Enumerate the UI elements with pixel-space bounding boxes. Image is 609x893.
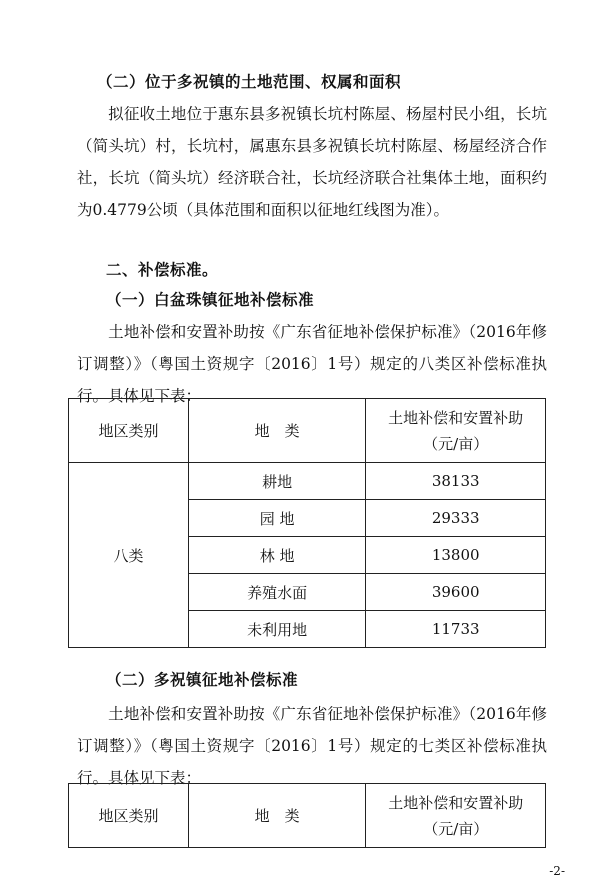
header-land-type: 地 类	[188, 399, 365, 463]
table-header-row	[69, 399, 546, 463]
land-type-cell: 养殖水面	[188, 574, 365, 611]
header-compensation	[366, 784, 546, 848]
sub2-paragraph	[77, 698, 547, 794]
sub1-body: 土地补偿和安置补助按《广东省征地补偿保护标准》（2016年修订调整）》（粤国土资规字〔2016〕1号）规定的八类区补偿标准执行。具体见下表：	[77, 323, 547, 405]
region-cell: 八类	[69, 463, 189, 648]
value-cell: 13800	[366, 537, 546, 574]
value-cell: 29333	[366, 500, 546, 537]
header-compensation-line2: （元/亩）	[423, 434, 489, 453]
header-compensation	[366, 399, 546, 463]
page-number: -2-	[549, 864, 565, 878]
sub2-body: 土地补偿和安置补助按《广东省征地补偿保护标准》（2016年修订调整）》（粤国土资规字〔2016〕1号）规定的七类区补偿标准执行。具体见下表：	[77, 705, 547, 787]
land-type-cell: 林 地	[188, 537, 365, 574]
sub2-title: （二）多祝镇征地补偿标准	[106, 671, 299, 689]
header-region: 地区类别	[69, 399, 189, 463]
land-type-cell: 园 地	[188, 500, 365, 537]
sub1-title: （一）白盆珠镇征地补偿标准	[106, 291, 315, 309]
header-compensation-line1: 土地补偿和安置补助	[388, 408, 524, 427]
value-cell: 39600	[366, 574, 546, 611]
land-type-cell: 未利用地	[188, 611, 365, 648]
value-cell: 11733	[366, 611, 546, 648]
table-header-row	[69, 784, 546, 848]
header-land-type: 地 类	[188, 784, 366, 848]
header-compensation-line1: 土地补偿和安置补助	[388, 793, 524, 812]
section-b-title: （二）位于多祝镇的土地范围、权属和面积	[97, 73, 402, 91]
compensation-table-1	[68, 398, 546, 648]
table-row	[69, 463, 546, 500]
header-region: 地区类别	[69, 784, 189, 848]
section-b-body: 拟征收土地位于惠东县多祝镇长坑村陈屋、杨屋村民小组，长坑（简头坑）村，长坑村，属惠东县多祝镇长坑村陈屋、杨屋经济合作社，长坑（简头坑）经济联合社，长坑经济联合社集体土地，面积约为0.4779公顷（具体范围和面积以征地红线图为准）。	[77, 105, 547, 219]
section2-title: 二、补偿标准。	[106, 261, 219, 279]
compensation-table-2	[68, 783, 546, 848]
value-cell: 38133	[366, 463, 546, 500]
land-type-cell: 耕地	[188, 463, 365, 500]
header-compensation-line2: （元/亩）	[423, 819, 489, 838]
section-b-paragraph	[77, 98, 547, 226]
